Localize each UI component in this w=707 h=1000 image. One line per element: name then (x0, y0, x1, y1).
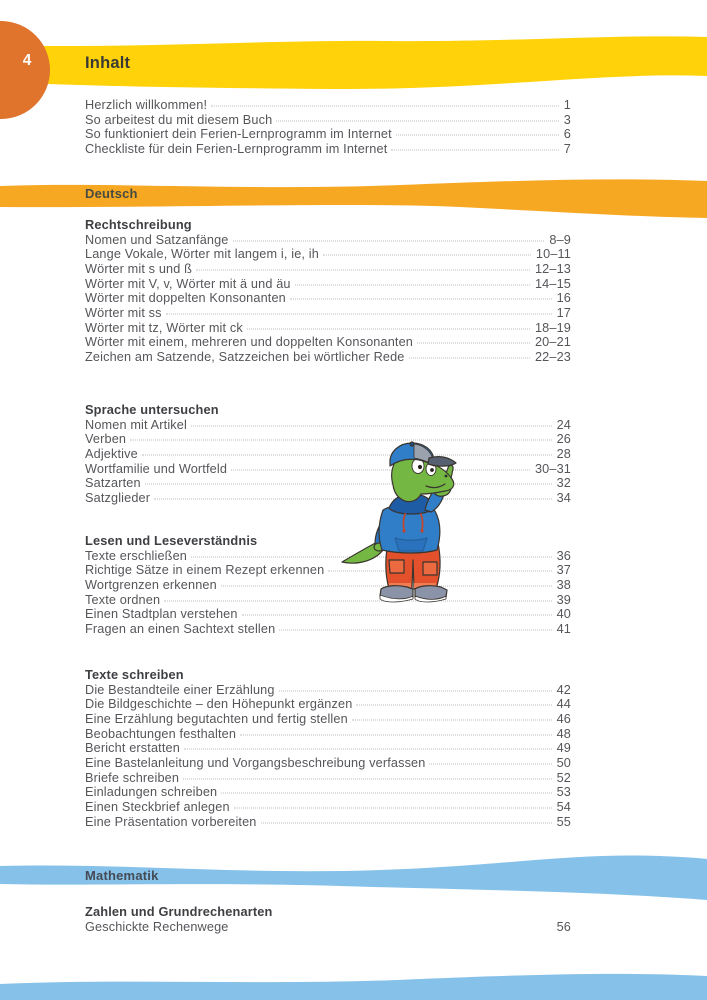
page-number-circle (0, 21, 50, 119)
toc-row (85, 771, 571, 786)
dotted-leader (295, 284, 530, 285)
toc-entry-page: 55 (556, 814, 571, 829)
toc-group-zahlen (85, 905, 571, 934)
page-number-badge: 4 (22, 52, 32, 69)
toc-entry-label: Satzglieder (85, 490, 151, 505)
group-title: Zahlen und Grundrechenarten (85, 904, 273, 919)
toc-entry-label: Checkliste für dein Ferien-Lernprogramm im Internet (85, 141, 388, 156)
toc-entry-page: 32 (556, 476, 571, 491)
toc-entry-page: 7 (563, 141, 571, 156)
drawstring-knot (402, 529, 405, 532)
section-band-deutsch: Deutsch (85, 186, 138, 201)
group-title: Rechtschreibung (85, 217, 192, 232)
dotted-leader (233, 240, 545, 241)
toc-entry-label: So funktioniert dein Ferien-Lernprogramm im Internet (85, 127, 392, 142)
toc-entry-page: 12–13 (534, 261, 571, 276)
toc-entry-label: Satzarten (85, 476, 141, 491)
toc-entry-label: Lange Vokale, Wörter mit langem i, ie, ih (85, 247, 319, 262)
dotted-leader (240, 734, 552, 735)
toc-entry-page: 49 (556, 741, 571, 756)
toc-entry-label: Wörter mit V, v, Wörter mit ä und äu (85, 276, 291, 291)
toc-row (85, 476, 571, 491)
toc-entry-page: 22–23 (534, 349, 571, 364)
toc-row (85, 98, 571, 113)
toc-row (85, 306, 571, 321)
toc-entry-page: 1 (563, 98, 571, 112)
toc-entry-label: Die Bestandteile einer Erzählung (85, 682, 275, 697)
toc-row (85, 683, 571, 698)
toc-entry-label: Die Bildgeschichte – den Höhepunkt ergänzen (85, 697, 353, 712)
toc-entry-label: Beobachtungen festhalten (85, 726, 237, 741)
dotted-leader (184, 749, 552, 750)
toc-entry-label: Bericht erstatten (85, 741, 180, 756)
mascot-nostril (445, 475, 448, 478)
toc-entry-page: 38 (556, 577, 571, 592)
toc-entry-page: 3 (563, 112, 571, 127)
group-rows (85, 683, 571, 830)
dotted-leader (261, 822, 552, 823)
toc-row (85, 549, 571, 564)
mascot-pupil-right (430, 468, 434, 472)
toc-entry-label: Einen Stadtplan verstehen (85, 607, 238, 622)
intro-section (85, 98, 571, 157)
dotted-leader (396, 135, 559, 136)
dotted-leader (196, 269, 530, 270)
dotted-leader (242, 615, 552, 616)
dotted-leader (247, 328, 530, 329)
toc-row (85, 247, 571, 262)
toc-row (85, 127, 571, 142)
toc-row (85, 697, 571, 712)
toc-row (85, 321, 571, 336)
toc-entry-label: Eine Präsentation vorbereiten (85, 814, 257, 829)
bottom-wave (0, 966, 707, 1000)
toc-row (85, 815, 571, 830)
toc-entry-page: 34 (556, 490, 571, 505)
toc-entry-label: So arbeitest du mit diesem Buch (85, 112, 273, 127)
toc-entry-label: Wortgrenzen erkennen (85, 577, 217, 592)
toc-entry-page: 44 (556, 697, 571, 712)
toc-entry-page: 36 (556, 548, 571, 563)
section-band-mathematik: Mathematik (85, 868, 159, 883)
toc-entry-label: Eine Bastelanleitung und Vorgangsbeschreibung verfassen (85, 755, 426, 770)
group-rows (85, 418, 571, 506)
toc-entry-label: Wortfamilie und Wortfeld (85, 461, 228, 476)
intro-rows (85, 98, 571, 157)
toc-row (85, 291, 571, 306)
toc-row (85, 607, 571, 622)
toc-entry-page: 16 (556, 291, 571, 306)
toc-entry-page: 48 (556, 726, 571, 741)
dotted-leader (166, 313, 552, 314)
toc-row (85, 335, 571, 350)
toc-row (85, 578, 571, 593)
toc-row (85, 418, 571, 433)
dotted-leader (290, 299, 552, 300)
toc-row (85, 622, 571, 637)
toc-entry-label: Wörter mit doppelten Konsonanten (85, 291, 286, 306)
group-title: Texte schreiben (85, 667, 184, 682)
toc-entry-page: 6 (563, 127, 571, 142)
toc-entry-label: Wörter mit ss (85, 305, 162, 320)
toc-entry-page: 52 (556, 770, 571, 785)
toc-row (85, 756, 571, 771)
dotted-leader (429, 763, 551, 764)
toc-entry-label: Fragen an einen Sachtext stellen (85, 621, 276, 636)
toc-entry-page: 20–21 (534, 335, 571, 350)
toc-entry-page: 18–19 (534, 320, 571, 335)
toc-row (85, 262, 571, 277)
group-rows (85, 549, 571, 637)
group-title: Sprache untersuchen (85, 402, 219, 417)
toc-entry-label: Wörter mit tz, Wörter mit ck (85, 320, 243, 335)
dragon-mascot-illustration (333, 440, 465, 603)
toc-entry-page: 30–31 (534, 461, 571, 476)
dotted-leader (352, 719, 552, 720)
dotted-leader (234, 807, 552, 808)
toc-row (85, 785, 571, 800)
toc-row (85, 800, 571, 815)
dotted-leader (183, 778, 551, 779)
toc-entry-label: Einen Steckbrief anlegen (85, 799, 230, 814)
group-title: Lesen und Leseverständnis (85, 533, 258, 548)
dotted-leader (211, 106, 559, 107)
toc-entry-page: 56 (556, 919, 571, 934)
toc-entry-label: Herzlich willkommen! (85, 98, 208, 112)
toc-entry-page: 17 (556, 305, 571, 320)
toc-entry-page: 39 (556, 592, 571, 607)
page-title: Inhalt (85, 54, 131, 72)
toc-row (85, 350, 571, 365)
toc-row (85, 233, 571, 248)
toc-row (85, 593, 571, 608)
mascot-pupil-left (418, 465, 422, 469)
mascot-pocket-right (423, 562, 437, 575)
toc-entry-label: Einladungen schreiben (85, 785, 218, 800)
toc-group-lesen (85, 534, 571, 637)
toc-entry-page: 8–9 (549, 232, 571, 247)
toc-group-texte-schreiben (85, 668, 571, 829)
mascot-cap-button (410, 442, 414, 446)
toc-row (85, 142, 571, 157)
bottom-band-shape (0, 974, 707, 1000)
toc-entry-label: Zeichen am Satzende, Satzzeichen bei wörtlicher Rede (85, 349, 405, 364)
toc-entry-label: Wörter mit s und ß (85, 261, 193, 276)
toc-entry-page: 28 (556, 446, 571, 461)
toc-row (85, 741, 571, 756)
dotted-leader (356, 705, 551, 706)
toc-entry-page: 53 (556, 785, 571, 800)
toc-row (85, 447, 571, 462)
mascot-cap-visor (428, 457, 456, 467)
drawstring-knot (420, 529, 423, 532)
toc-entry-label: Geschickte Rechenwege (85, 919, 229, 934)
toc-row (85, 920, 571, 935)
toc-entry-page: 42 (556, 682, 571, 697)
toc-entry-label: Eine Erzählung begutachten und fertig stellen (85, 711, 348, 726)
dotted-leader (323, 255, 531, 256)
toc-row (85, 712, 571, 727)
toc-row (85, 462, 571, 477)
dotted-leader (391, 149, 558, 150)
toc-entry-page: 54 (556, 799, 571, 814)
toc-entry-page: 24 (556, 417, 571, 432)
toc-entry-page: 26 (556, 432, 571, 447)
toc-row (85, 113, 571, 128)
dotted-leader (417, 343, 530, 344)
toc-entry-label: Texte ordnen (85, 592, 161, 607)
mascot-pocket-left (389, 560, 404, 573)
dotted-leader (279, 690, 552, 691)
dotted-leader (409, 357, 530, 358)
toc-row (85, 563, 571, 578)
group-rows (85, 920, 571, 935)
toc-row (85, 277, 571, 292)
dotted-leader (279, 629, 551, 630)
toc-entry-page: 41 (556, 621, 571, 636)
toc-row (85, 432, 571, 447)
toc-group-rechtschreibung (85, 218, 571, 365)
group-rows (85, 233, 571, 365)
toc-entry-page: 14–15 (534, 276, 571, 291)
dotted-leader (233, 927, 552, 928)
toc-entry-label: Verben (85, 432, 127, 447)
dotted-leader (221, 793, 551, 794)
dotted-leader (191, 425, 552, 426)
toc-entry-page: 40 (556, 607, 571, 622)
toc-row (85, 491, 571, 506)
toc-entry-page: 46 (556, 711, 571, 726)
toc-entry-label: Wörter mit einem, mehreren und doppelten Konsonanten (85, 335, 413, 350)
toc-entry-label: Texte erschließen (85, 548, 187, 563)
toc-row (85, 727, 571, 742)
mascot-kangaroo-pocket (395, 538, 427, 551)
toc-entry-label: Adjektive (85, 446, 138, 461)
toc-entry-label: Richtige Sätze in einem Rezept erkennen (85, 563, 325, 578)
toc-entry-label: Nomen mit Artikel (85, 417, 187, 432)
toc-group-sprache-untersuchen (85, 403, 571, 506)
toc-entry-label: Nomen und Satzanfänge (85, 232, 229, 247)
toc-entry-page: 10–11 (535, 247, 571, 262)
toc-entry-page: 37 (556, 563, 571, 578)
dotted-leader (276, 120, 558, 121)
toc-entry-label: Briefe schreiben (85, 770, 180, 785)
toc-entry-page: 50 (556, 755, 571, 770)
